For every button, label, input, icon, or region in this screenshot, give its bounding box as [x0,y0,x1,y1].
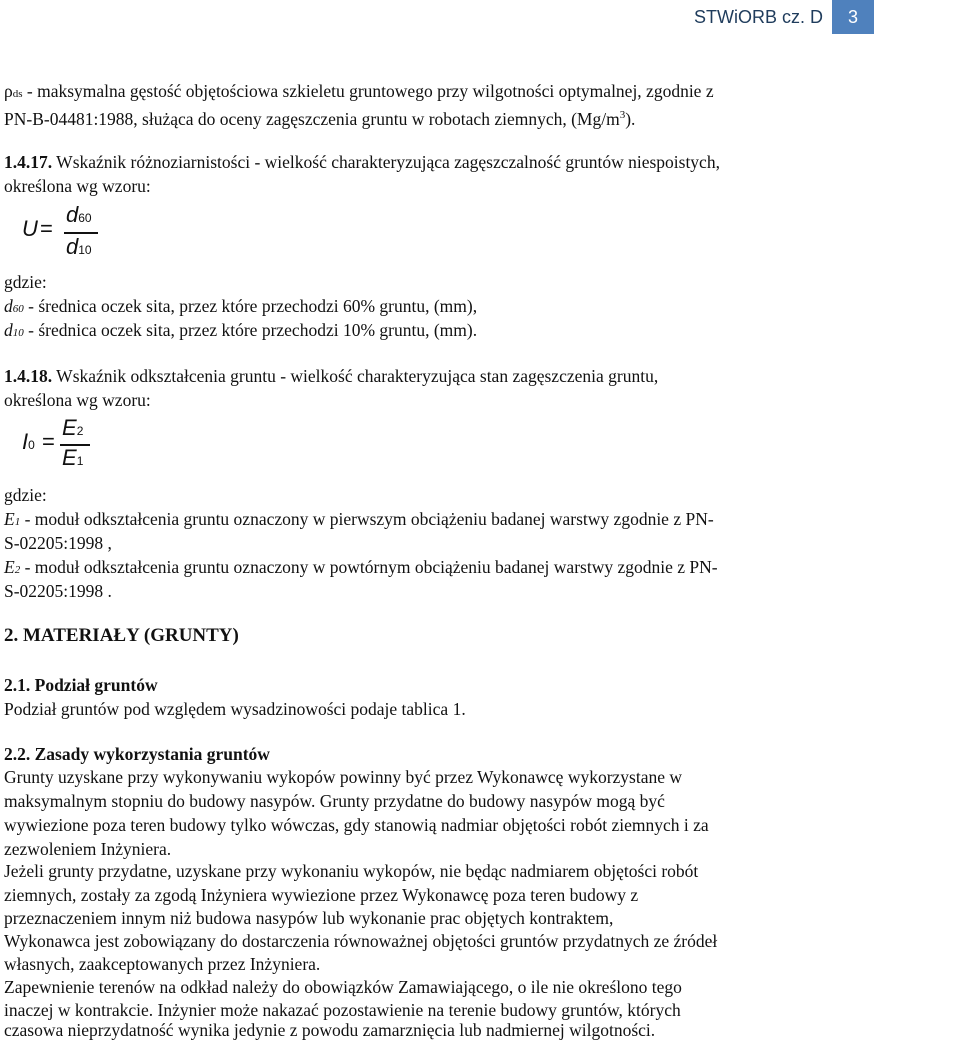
section-text: Wskaźnik odkształcenia gruntu - wielkość charakteryzująca stan zagęszczenia gruntu, [52,366,659,386]
formula-denominator: E1 [62,445,84,470]
rho-definition-cont [4,104,830,131]
formula-equals: = [42,429,55,454]
paragraph-line: Wykonawca jest zobowiązany do dostarczenia równoważnej objętości gruntów przydatnych ze źródeł [4,931,718,951]
paragraph-line: przeznaczeniem innym niż budowa nasypów lub wykonanie prac objętych kontraktem, [4,908,614,928]
rho-definition [4,80,830,107]
section-2-2-heading: 2.2. Zasady wykorzystania gruntów [4,744,270,764]
section-1-4-18 [4,365,830,389]
header-title: STWiORB cz. D [694,7,823,27]
rho-unit-superscript: 3 [619,109,626,121]
rho-subscript: ds [12,88,23,100]
definition-e2: E2 - moduł odkształcenia gruntu oznaczony w powtórnym obciążeniu badanej warstwy zgodnie z PN- [4,557,718,577]
section-2-heading: 2. MATERIAŁY (GRUNTY) [4,625,239,646]
definition-d60: d60 - średnica oczek sita, przez które przechodzi 60% gruntu, (mm), [4,296,478,316]
paragraph-line: własnych, zaakceptowanych przez Inżyniera. [4,954,321,974]
section-number: 1.4.18. [4,366,53,386]
paragraph-line: Jeżeli grunty przydatne, uzyskane przy wykonaniu wykopów, nie będąc nadmiarem objętości robót [4,861,699,881]
page-number: 3 [832,0,874,34]
section-1-4-17 [4,151,830,175]
section-text: Wskaźnik różnoziarnistości - wielkość charakteryzująca zagęszczalność gruntów niespoistych, [52,152,720,172]
definition-e2-cont: S-02205:1998 . [4,581,112,601]
formula-lhs: I0 [22,429,35,454]
section-2-1-heading: 2.1. Podział gruntów [4,675,158,695]
formula-deformation [22,416,142,476]
section-2-1-text: Podział gruntów pod względem wysadzinowości podaje tablica 1. [4,699,466,719]
gdzie-label: gdzie: [4,485,47,505]
rho-text-line2-end: ). [625,108,636,129]
formula-equals: = [40,216,53,241]
paragraph-line: ziemnych, zostały za zgodą Inżyniera wywiezione przez Wykonawcę poza teren budowy z [4,885,639,905]
paragraph-line: zezwoleniem Inżyniera. [4,839,172,859]
rho-symbol: ρ [4,81,13,101]
formula-numerator: E2 [62,415,84,440]
paragraph-line: maksymalnym stopniu do budowy nasypów. Grunty przydatne do budowy nasypów mogą być [4,791,665,811]
section-1-4-18-line2: określona wg wzoru: [4,390,151,410]
section-number: 1.4.17. [4,152,53,172]
paragraph-line: Grunty uzyskane przy wykonywaniu wykopów powinny być przez Wykonawcę wykorzystane w [4,767,683,787]
rho-text-line1: - maksymalna gęstość objętościowa szkieletu gruntowego przy wilgotności optymalnej, zgodnie z [22,81,714,101]
definition-e1: E1 - moduł odkształcenia gruntu oznaczony w pierwszym obciążeniu badanej warstwy zgodnie z PN- [4,509,714,529]
paragraph-line: wywiezione poza teren budowy tylko wówczas, gdy stanowią nadmiar objętości robót ziemnych i za [4,815,709,835]
gdzie-label: gdzie: [4,272,47,292]
paragraph-line: Zapewnienie terenów na odkład należy do obowiązków Zamawiającego, o ile nie określono tego [4,977,682,997]
formula-lhs: U [22,216,38,241]
formula-numerator: d60 [66,202,92,227]
formula-denominator: d10 [66,234,92,259]
formula-uniformity [22,203,142,267]
paragraph-line: inaczej w kontrakcie. Inżynier może nakazać pozostawienie na terenie budowy gruntów, których [4,1000,681,1020]
paragraph-line: czasowa nieprzydatność wynika jedynie z powodu zamarznięcia lub nadmiernej wilgotności. [4,1020,656,1040]
rho-text-line2: PN-B-04481:1988, służąca do oceny zagęszczenia gruntu w robotach ziemnych, (Mg/m [4,108,620,129]
definition-d10: d10 - średnica oczek sita, przez które przechodzi 10% gruntu, (mm). [4,320,478,340]
definition-e1-cont: S-02205:1998 , [4,533,112,553]
section-1-4-17-line2: określona wg wzoru: [4,176,151,196]
